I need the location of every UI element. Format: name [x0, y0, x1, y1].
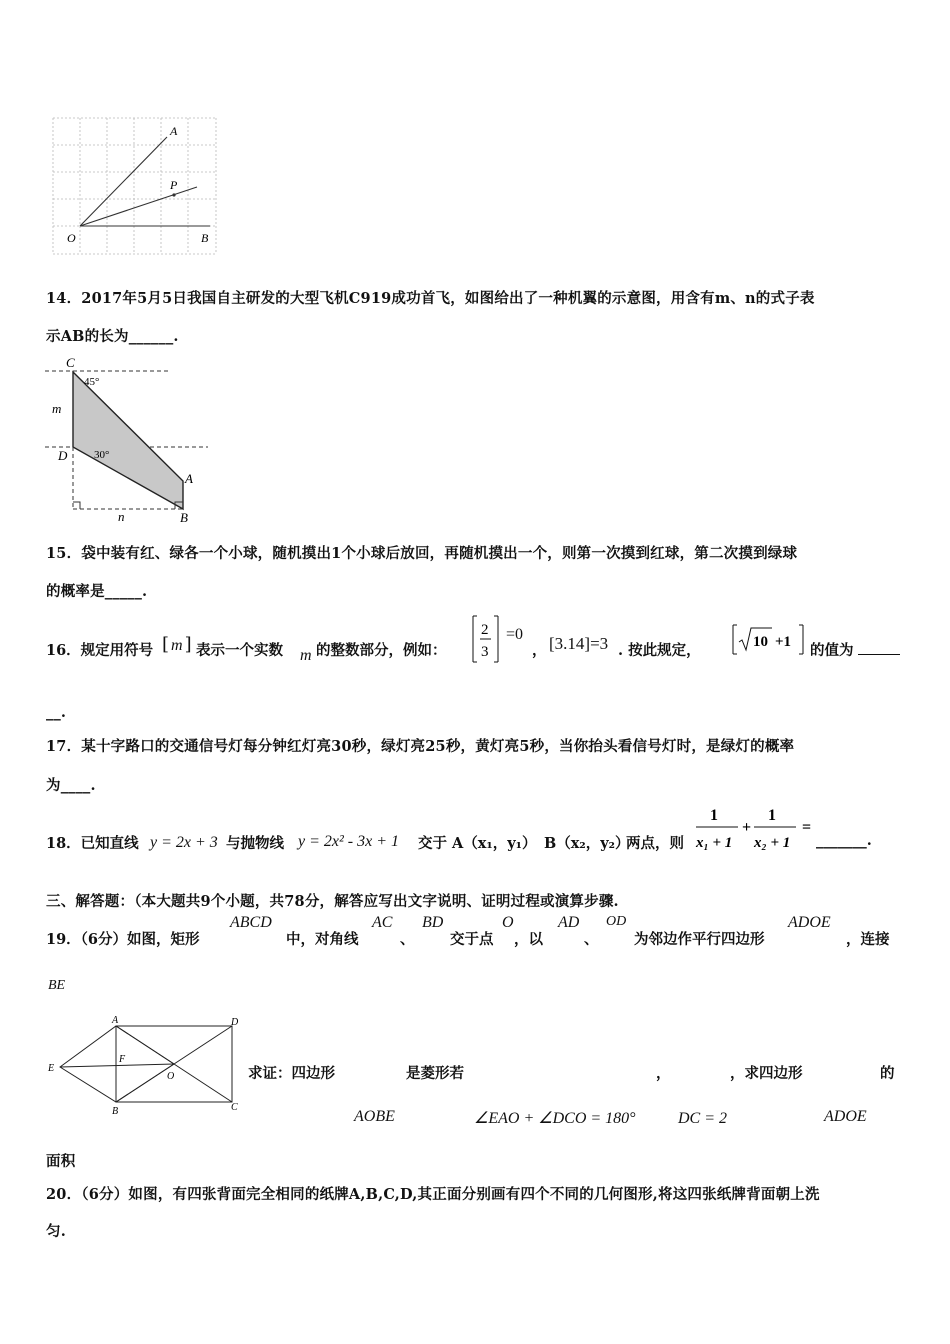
q16-prefix: 16．规定用符号: [46, 642, 154, 659]
fraction-sum: [692, 800, 818, 862]
q19-line1: [46, 908, 906, 952]
frac2-num: 1: [768, 807, 776, 824]
label-f: F: [119, 1054, 126, 1065]
m-abcd: ABCD: [230, 914, 272, 931]
q18-mid3: 两点，则: [626, 835, 684, 852]
q16-mid2: 的整数部分，例如：: [316, 642, 447, 659]
sqrt-plus: +1: [775, 634, 792, 650]
q16-line2: __.: [46, 704, 67, 721]
q15-line1: 15．袋中装有红、绿各一个小球，随机摸出1个小球后放回，再随机摸出一个，则第一次摸到红球，第二次摸到绿球: [46, 545, 798, 562]
m-aobe: AOBE: [354, 1108, 395, 1125]
q17-line2: 为____.: [46, 777, 96, 794]
q19-t5: 的: [880, 1065, 895, 1082]
q14-line2: 示AB的长为______.: [46, 328, 179, 345]
q19-last: 面积: [46, 1153, 76, 1170]
m-o: O: [502, 914, 514, 931]
q19-p4: 交于点: [450, 931, 494, 948]
label-e: E: [48, 1063, 55, 1074]
label-n: n: [118, 509, 125, 524]
rectangle-figure: [44, 1012, 254, 1122]
q19-p7: 为邻边作平行四边形: [634, 931, 765, 948]
ray-oa: [80, 137, 167, 226]
q16-comma: ，: [532, 642, 547, 659]
q16-suffix: 的值为: [810, 642, 854, 659]
q19-p1: 19．（6分）如图，矩形: [46, 931, 200, 948]
label-b: B: [201, 231, 209, 245]
label-b: B: [180, 510, 188, 525]
q19-t2: 是菱形若: [406, 1065, 464, 1082]
label-b: B: [112, 1106, 119, 1117]
q19-t3: ，: [656, 1065, 671, 1082]
m-bd: BD: [422, 914, 444, 931]
m-adoe-2: ADOE: [824, 1108, 867, 1125]
m-dc: DC = 2: [678, 1110, 728, 1127]
label-c: C: [231, 1102, 238, 1113]
ray-op: [80, 187, 197, 226]
label-a: A: [112, 1015, 119, 1026]
sqrt-expression: [730, 622, 808, 662]
label-angle30: 30°: [94, 449, 110, 461]
label-a: A: [170, 124, 178, 138]
m-adoe: ADOE: [788, 914, 831, 931]
q18-tail: _______.: [816, 832, 872, 849]
label-d: D: [58, 448, 68, 463]
example-fraction: [470, 614, 502, 670]
sqrt-radicand: 10: [753, 634, 768, 650]
q19-task-line: [248, 1062, 908, 1132]
q14-line1: 14．2017年5月5日我国自主研发的大型飞机C919成功首飞，如图给出了一种机翼的示意图，用含有m、n的式子表: [46, 290, 815, 307]
frac1-den: x₁ + 1: [696, 835, 733, 851]
q19-p3: 、: [400, 931, 415, 948]
example-3-14: [3.14]=3: [549, 634, 609, 653]
m-ac: AC: [372, 914, 393, 931]
q17-line1: 17．某十字路口的交通信号灯每分钟红灯亮30秒，绿灯亮25秒，黄灯亮5秒，当你抬头看信号灯时，是绿灯的概率: [46, 738, 795, 755]
m-od: OD: [606, 914, 627, 929]
q18-prefix: 18．已知直线: [46, 835, 139, 852]
label-d: D: [231, 1017, 239, 1028]
q18-mid1: 与抛物线: [226, 835, 284, 852]
label-c: C: [66, 355, 75, 370]
angle-grid-figure: [50, 115, 220, 257]
q19-p8: ，连接: [846, 931, 890, 948]
q19-p2: 中，对角线: [286, 931, 359, 948]
plus-sign: +: [742, 819, 752, 836]
q16-mid1: 表示一个实数: [196, 642, 283, 659]
section-3-title: 三、解答题：（本大题共9个小题，共78分，解答应写出文字说明、证明过程或演算步骤.: [46, 893, 619, 910]
m-ad: AD: [558, 914, 580, 931]
label-o: O: [167, 1071, 175, 1082]
wing-figure: [40, 352, 210, 527]
var-m: m: [300, 647, 312, 664]
q19-p5: ，以: [514, 931, 543, 948]
parabola-equation: y = 2x² - 3x + 1: [298, 833, 400, 850]
q20-line2: 匀.: [46, 1223, 66, 1240]
q15-line2: 的概率是_____.: [46, 583, 148, 600]
label-m: m: [52, 401, 62, 416]
q19-p6: 、: [584, 931, 599, 948]
label-p: P: [170, 178, 178, 192]
equals-sign: =: [802, 819, 812, 836]
m-angle-sum: ∠EAO + ∠DCO = 180°: [474, 1110, 636, 1127]
q16-mid3: . 按此规定，: [618, 642, 701, 659]
m-be: BE: [48, 978, 66, 993]
label-a: A: [185, 471, 193, 486]
label-o: O: [67, 231, 76, 245]
label-angle45: 45°: [84, 376, 100, 388]
frac-den: 3: [481, 644, 489, 660]
answer-blank: [858, 640, 900, 655]
frac2-den: x₂ + 1: [754, 835, 791, 851]
point-a: A（x₁，y₁）: [452, 835, 537, 852]
point-b: B（x₂，y₂）: [544, 835, 630, 852]
line-equation: y = 2x + 3: [150, 834, 218, 851]
q19-t4: ，求四边形: [730, 1065, 803, 1082]
frac1-num: 1: [710, 807, 718, 824]
bracket-m: [ m ]: [162, 634, 192, 655]
frac-num: 2: [481, 622, 489, 638]
q19-t1: 求证：四边形: [248, 1065, 335, 1082]
q18-mid2: 交于: [418, 835, 447, 852]
ex1-result: =0: [506, 626, 524, 643]
q20-line1: 20．（6分）如图，有四张背面完全相同的纸牌A,B,C,D,其正面分别画有四个不同的几何图形,将这四张纸牌背面朝上洗: [46, 1186, 820, 1203]
